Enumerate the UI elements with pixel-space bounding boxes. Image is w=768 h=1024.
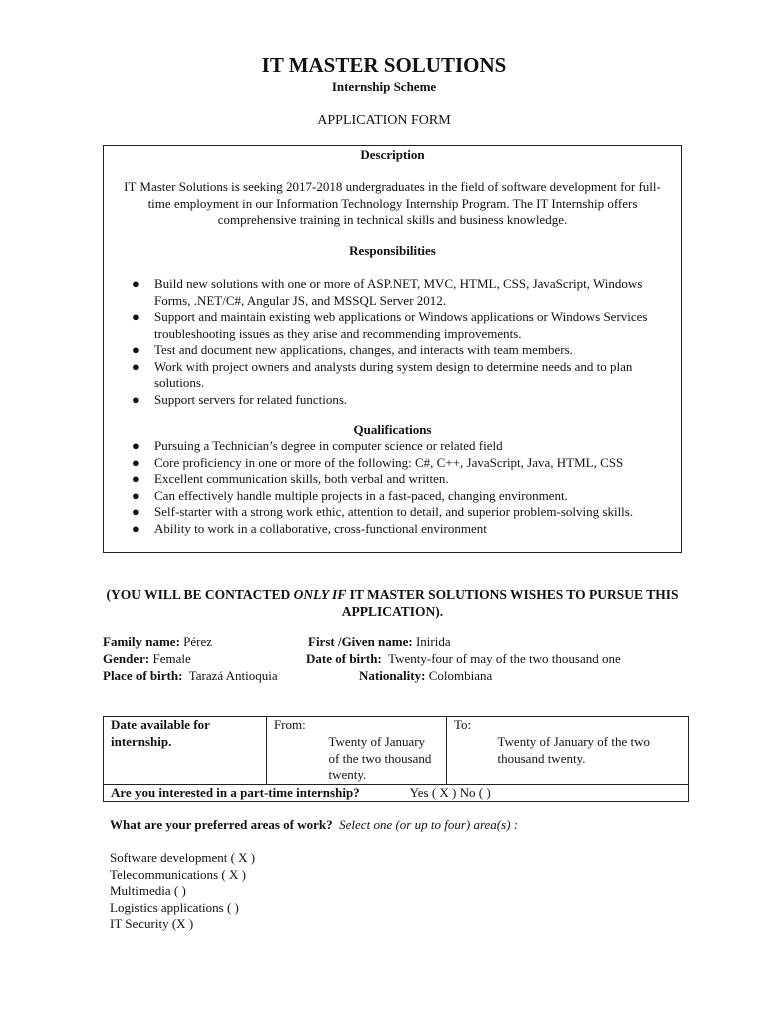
list-item: Software development ( X ) <box>110 850 256 865</box>
parttime-row <box>104 784 689 802</box>
contact-note: (YOU WILL BE CONTACTED ONLY IF IT MASTER SOLUTIONS WISHES TO PURSUE THIS APPLICATION). <box>106 587 679 619</box>
list-item: IT Security (X ) <box>110 916 194 931</box>
gender-field: Gender: Female <box>103 651 191 666</box>
list-item: ● Support servers for related functions. <box>132 391 348 407</box>
list-item: ● Work with project owners and analysts during system design to determine needs and to plan solutions. <box>132 358 633 390</box>
to-value: Twenty of January of the two thousand twenty. <box>491 717 689 785</box>
responsibilities-heading: Responsibilities <box>349 243 436 258</box>
bullet-icon: ● <box>132 454 140 470</box>
list-item: ● Can effectively handle multiple projects in a fast-paced, changing environment. <box>132 487 568 503</box>
given-name-value: Inirida <box>415 634 451 649</box>
nationality-field: Nationality: Colombiana <box>359 668 493 683</box>
list-item: ● Test and document new applications, changes, and interacts with team members. <box>132 342 573 357</box>
job-info-box <box>103 145 682 553</box>
preferred-areas-question: What are your preferred areas of work? Select one (or up to four) area(s) : <box>110 817 519 832</box>
from-label: From: <box>267 717 322 785</box>
family-name-value: Pérez <box>183 634 213 649</box>
preferred-areas-list <box>110 850 255 933</box>
bullet-icon: ● <box>132 309 140 324</box>
list-item: Multimedia ( ) <box>110 883 186 898</box>
contact-note-emphasis: ONLY IF <box>293 587 347 602</box>
list-item: ● Self-starter with a strong work ethic, attention to detail, and superior problem-solving skills. <box>132 504 634 519</box>
pob-field: Place of birth: Tarazá Antioquia <box>103 668 278 683</box>
availability-table <box>103 716 689 802</box>
bullet-icon: ● <box>132 520 140 536</box>
list-item: ● Support and maintain existing web applications or Windows applications or Windows Services troubleshooting issues as they arise and recommending improvements. <box>132 309 648 341</box>
parttime-answer: Yes ( X ) No ( ) <box>409 784 491 800</box>
document-title: IT MASTER SOLUTIONS <box>261 53 507 77</box>
list-item: Telecommunications ( X ) <box>110 866 246 882</box>
list-item: ● Pursuing a Technician’s degree in computer science or related field <box>132 438 503 453</box>
bullet-icon: ● <box>132 342 140 357</box>
preferred-areas-instruction: Select one (or up to four) area(s) : <box>339 817 519 832</box>
form-title: APPLICATION FORM <box>317 113 451 128</box>
bullet-icon: ● <box>132 358 140 374</box>
parttime-question: Are you interested in a part-time internship? <box>111 784 360 800</box>
list-item: ● Core proficiency in one or more of the following: C#, C++, JavaScript, Java, HTML, CSS <box>132 454 624 470</box>
bullet-icon: ● <box>132 438 140 453</box>
dob-field: Date of birth: Twenty-four of may of the two thousand one <box>306 651 621 666</box>
bullet-icon: ● <box>132 471 140 486</box>
qualifications-heading: Qualifications <box>353 422 432 437</box>
from-value: Twenty of January of the two thousand twenty. <box>322 717 447 785</box>
date-available-label: Date available for internship. <box>104 717 267 785</box>
list-item: ● Ability to work in a collaborative, cross-functional environment <box>132 520 487 536</box>
gender-value: Female <box>152 651 191 666</box>
bullet-icon: ● <box>132 391 140 407</box>
description-text: IT Master Solutions is seeking 2017-2018 undergraduates in the field of software development for full-time employment in our Information Technology Internship Program. The IT Internship offers comprehensive training in technical skills and business knowledge. <box>124 179 661 227</box>
pob-value: Tarazá Antioquia <box>188 668 278 683</box>
to-label: To: <box>447 717 491 785</box>
family-name-field: Family name: Pérez <box>103 634 213 649</box>
bullet-icon: ● <box>132 487 140 503</box>
dob-value: Twenty-four of may of the two thousand one <box>388 651 621 666</box>
bullet-icon: ● <box>132 276 140 291</box>
bullet-icon: ● <box>132 504 140 519</box>
given-name-field: First /Given name: Inirida <box>308 634 451 649</box>
description-heading: Description <box>360 147 425 162</box>
list-item: ● Excellent communication skills, both verbal and written. <box>132 471 449 486</box>
list-item: ● Build new solutions with one or more of ASP.NET, MVC, HTML, CSS, JavaScript, Windows Forms, .NET/C#, Angular JS, and MSSQL Server 2012. <box>132 276 643 308</box>
qualifications-list <box>104 438 681 537</box>
document-subtitle: Internship Scheme <box>331 79 437 94</box>
nationality-value: Colombiana <box>428 668 493 683</box>
responsibilities-list <box>104 276 681 408</box>
list-item: Logistics applications ( ) <box>110 899 239 915</box>
